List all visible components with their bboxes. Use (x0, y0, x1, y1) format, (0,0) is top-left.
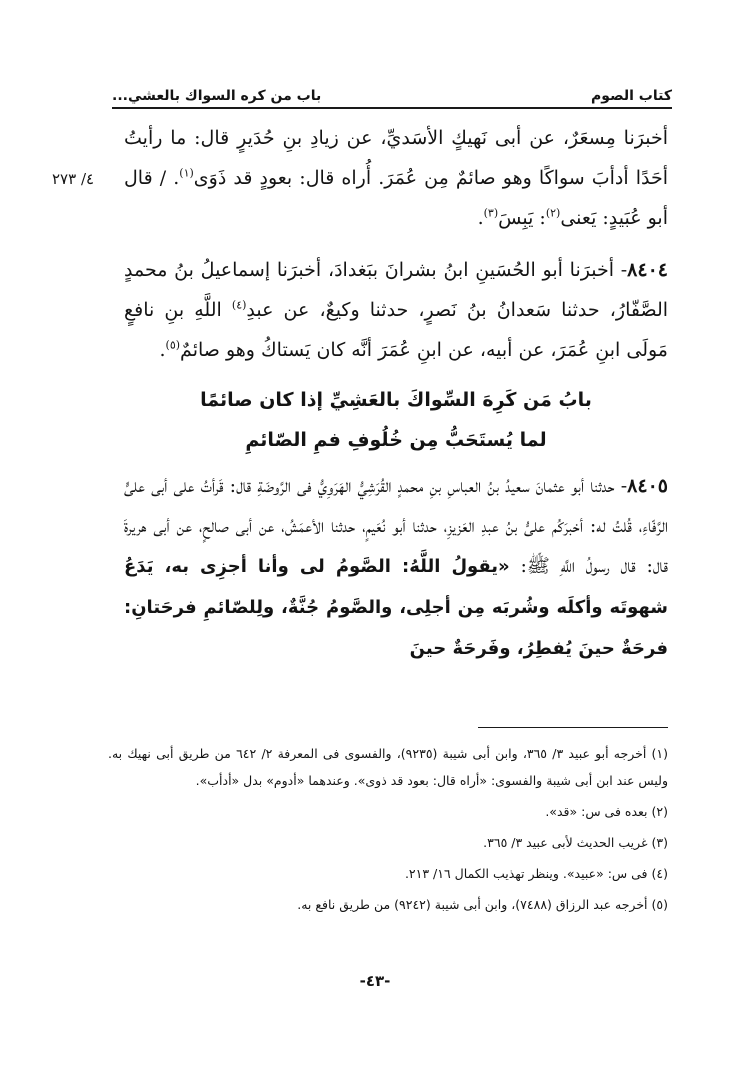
footnote-ref[interactable]: (٢) (545, 206, 561, 220)
footnote-ref[interactable]: (٣) (483, 206, 499, 220)
footnote-ref[interactable]: (٤) (231, 298, 247, 312)
footnote-ref[interactable]: (٥) (165, 338, 181, 352)
text-run: - أخبرَنا أبو الحُسَينِ ابنُ بشرانَ ببَغدادَ، أخبرَنا إسماعيلُ بنُ محمدٍ الصَّفّارُ، حدثنا سَعدانُ بنُ نَصرٍ، حدثنا وكيعٌ، عن عبدِ (124, 259, 669, 321)
paragraph-continuation (124, 118, 668, 238)
prophetic-quote: «يقولُ اللَّهُ: الصَّومُ لى وأنا أجزِى به، يَدَعُ شهوتَه وأكلَه وشُربَه مِن أجلِى، والصَّومُ جُنَّةٌ، ولِلصّائمِ فرحَتانِ: فرحَةٌ حينَ يُفطِرُ، وفَرحَةٌ حينَ (124, 556, 668, 659)
text-run: أخبرَنا مِسعَرٌ، عن أبى نَهيكٍ الأسَديِّ، عن زيادِ بنِ حُدَيرٍ قال: ما رأيتُ أحَدًا أدأبَ سواكًا وهو صائمٌ مِن عُمَرَ. أُراه قال: بعودٍ قد ذَوَى (124, 127, 668, 189)
margin-reference: ٤/ ٢٧٣ (52, 170, 95, 188)
footnote-3: (٣) غريب الحديث لأبى عبيد ٣/ ٣٦٥. (483, 835, 668, 850)
header-rule (112, 107, 672, 109)
running-header (112, 74, 672, 104)
text-run: اللَّهِ بنِ نافعٍ مَولَى ابنِ عُمَرَ، عن أبيه، عن ابنِ عُمَرَ أنَّه كان يَستاكُ وهو صائمٌ (124, 299, 668, 361)
chapter-heading-line-1: بابُ مَن كَرِهَ السِّواكَ بالعَشِيِّ إذا كان صائمًا (200, 389, 592, 411)
footnotes (108, 740, 668, 922)
hadith-paragraph-8405 (124, 466, 668, 669)
chapter-heading-line-2: لما يُستَحَبُّ مِن خُلُوفِ فمِ الصّائمِ (245, 429, 547, 451)
footnote-1: (١) أخرجه أبو عبيد ٣/ ٣٦٥، وابن أبى شيبة (٩٢٣٥)، والفسوى فى المعرفة ٢/ ٦٤٢ من طريق أبى نهيك به. وليس عند ابن أبى شيبة والفسوى: «أراه قال: بعود قد ذوى». وعندهما «أدوم» بدل «أدأب». (108, 746, 668, 788)
footnote-separator (478, 727, 668, 728)
header-book-title: كتاب الصوم (591, 88, 672, 104)
text-run: - حدثنا أبو عثمانَ سعيدُ بنُ العباسِ بنِ محمدٍ القُرَشِيُّ الهَرَوِيُّ فى الرَّوضَةِ قال: قَرأتُ على أبى علىٍّ الرَّفّاءِ، قُلتُ له: أخبرَكُم علىُّ بنُ عبدِ العَزيزِ، حدثنا أبو نُعَيمٍ، حدثنا الأعمَشُ، عن أبى صالحٍ، عن أبى هريرةَ قال: قال رسولُ اللَّهِ ﷺ: (124, 475, 669, 577)
text-run: . / قال أبو عُبَيدٍ: يَعنى (124, 167, 668, 229)
text-run: . (477, 207, 484, 229)
footnote-ref[interactable]: (١) (179, 166, 194, 180)
footnote-2: (٢) بعده فى س: «قد». (545, 804, 668, 819)
footnote-4: (٤) فى س: «عبيد». وينظر تهذيب الكمال ١٦/ ٢١٣. (404, 866, 668, 881)
text-run: . (159, 339, 166, 361)
hadith-number: ٨٤٠٥ (627, 475, 668, 497)
main-text (124, 118, 668, 669)
page-number: -٤٣- (359, 972, 391, 990)
text-run: : يَبِسَ (498, 207, 546, 229)
hadith-number: ٨٤٠٤ (627, 259, 668, 281)
header-chapter-title: باب من كره السواك بالعشي... (112, 88, 322, 104)
hadith-paragraph-8404 (124, 250, 668, 370)
chapter-heading (124, 380, 668, 460)
footnote-5: (٥) أخرجه عبد الرزاق (٧٤٨٨)، وابن أبى شيبة (٩٢٤٢) من طريق نافع به. (297, 897, 668, 912)
